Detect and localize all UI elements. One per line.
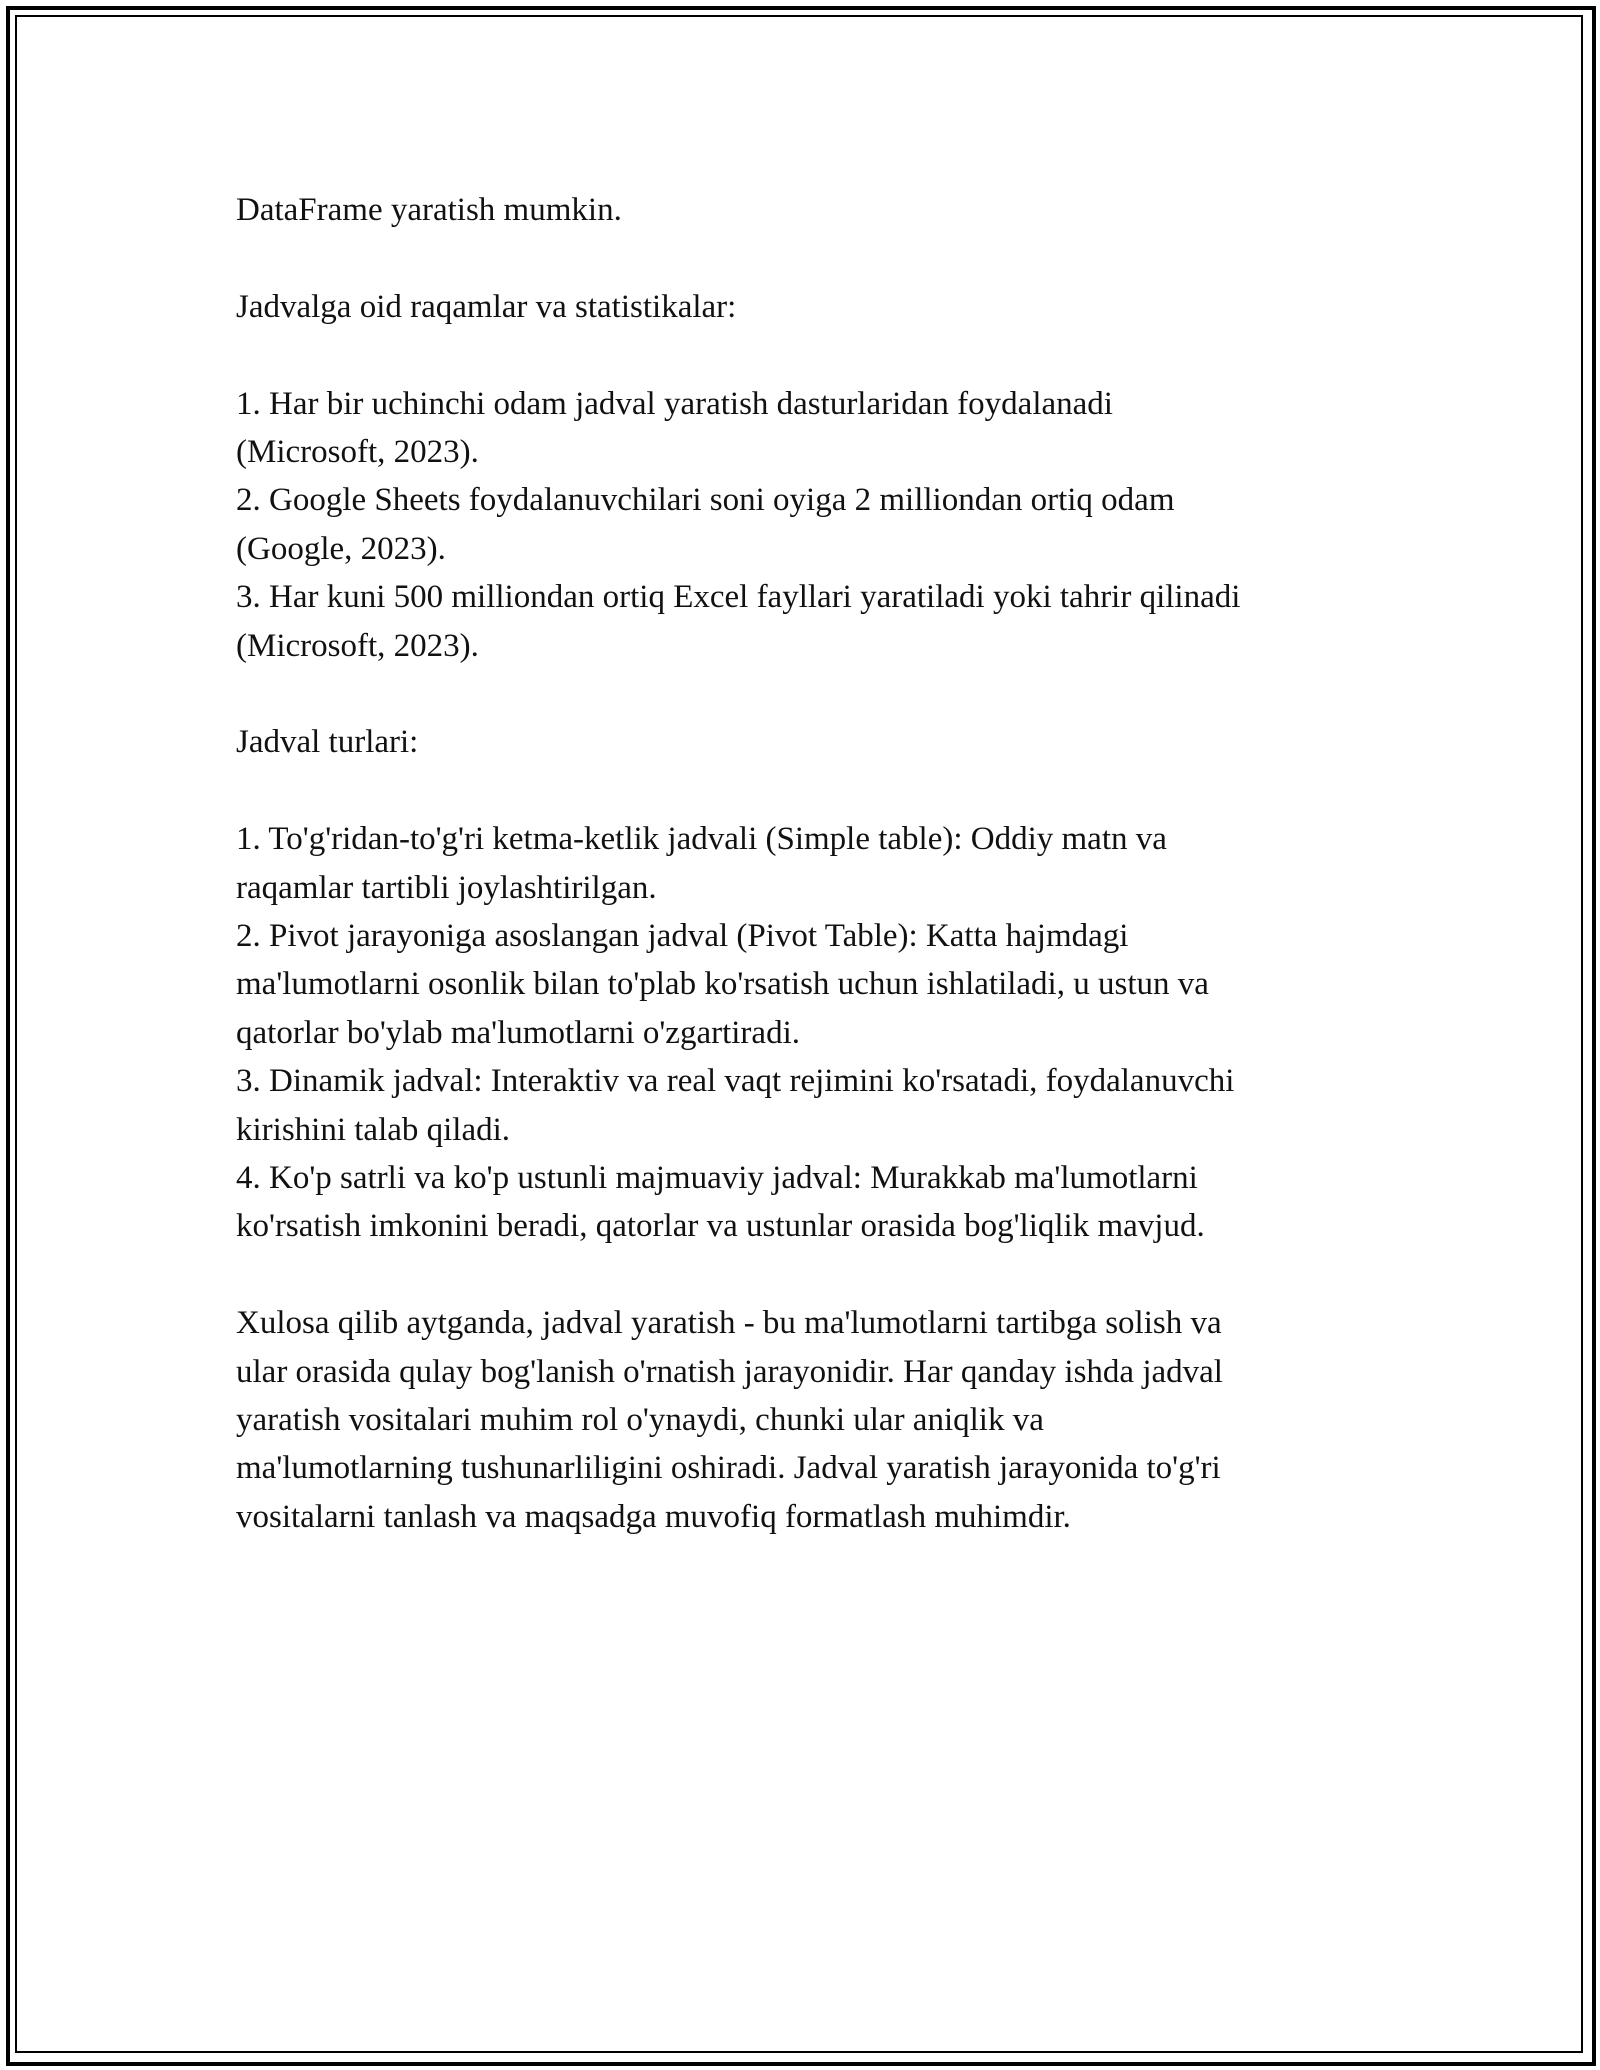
intro-paragraph xyxy=(236,186,1376,234)
stats-heading xyxy=(236,283,1376,331)
paragraph-gap xyxy=(236,670,1376,718)
types-item-line: 4. Ko'p satrli va ko'p ustunli majmuaviy jadval: Murakkab ma'lumotlarni xyxy=(236,1160,1198,1197)
paragraph-gap xyxy=(236,1251,1376,1299)
types-list xyxy=(236,815,1376,1251)
conclusion-paragraph xyxy=(236,1299,1376,1541)
intro-line: DataFrame yaratish mumkin. xyxy=(236,192,622,228)
types-item-line: kirishini talab qiladi. xyxy=(236,1111,511,1148)
conclusion-line: Xulosa qilib aytganda, jadval yaratish - bu ma'lumotlarni tartibga solish va xyxy=(236,1305,1222,1342)
document-body xyxy=(236,186,1376,1541)
conclusion-line: ma'lumotlarning tushunarliligini oshiradi. Jadval yaratish jarayonida to'g'ri xyxy=(236,1450,1221,1487)
types-item-line: ko'rsatish imkonini beradi, qatorlar va ustunlar orasida bog'liqlik mavjud. xyxy=(236,1208,1205,1245)
types-item-4 xyxy=(236,1154,1376,1251)
stats-item-line: (Microsoft, 2023). xyxy=(236,434,479,470)
stats-item-line: 1. Har bir uchinchi odam jadval yaratish dasturlaridan foydalanadi xyxy=(236,385,1113,422)
stats-item-1 xyxy=(236,380,1376,477)
types-heading xyxy=(236,718,1376,766)
stats-item-line: (Google, 2023). xyxy=(236,530,446,567)
stats-item-line: 2. Google Sheets foydalanuvchilari soni oyiga 2 milliondan ortiq odam xyxy=(236,482,1175,519)
types-heading-line: Jadval turlari: xyxy=(236,724,419,761)
paragraph-gap xyxy=(236,234,1376,282)
stats-item-line: 3. Har kuni 500 milliondan ortiq Excel fayllari yaratiladi yoki tahrir qilinadi xyxy=(236,579,1241,616)
types-item-line: ma'lumotlarni osonlik bilan to'plab ko'rsatish uchun ishlatiladi, u ustun va xyxy=(236,966,1209,1003)
types-item-line: 3. Dinamik jadval: Interaktiv va real vaqt rejimini ko'rsatadi, foydalanuvchi xyxy=(236,1063,1235,1100)
types-item-line: qatorlar bo'ylab ma'lumotlarni o'zgartiradi. xyxy=(236,1014,800,1051)
types-item-1 xyxy=(236,815,1376,912)
conclusion-line: vositalarni tanlash va maqsadga muvofiq formatlash muhimdir. xyxy=(236,1498,1071,1535)
stats-list xyxy=(236,380,1376,670)
stats-item-line: (Microsoft, 2023). xyxy=(236,627,479,664)
types-item-line: 2. Pivot jarayoniga asoslangan jadval (Pivot Table): Katta hajmdagi xyxy=(236,918,1129,955)
conclusion-line: yaratish vositalari muhim rol o'ynaydi, chunki ular aniqlik va xyxy=(236,1402,1044,1439)
types-item-line: raqamlar tartibli joylashtirilgan. xyxy=(236,869,657,906)
stats-item-3 xyxy=(236,573,1376,670)
types-item-3 xyxy=(236,1057,1376,1154)
conclusion-line: ular orasida qulay bog'lanish o'rnatish jarayonidir. Har qanday ishda jadval xyxy=(236,1353,1223,1390)
types-item-2 xyxy=(236,912,1376,1057)
stats-heading-line: Jadvalga oid raqamlar va statistikalar: xyxy=(236,288,737,325)
types-item-line: 1. To'g'ridan-to'g'ri ketma-ketlik jadvali (Simple table): Oddiy matn va xyxy=(236,821,1167,858)
paragraph-gap xyxy=(236,767,1376,815)
paragraph-gap xyxy=(236,331,1376,379)
stats-item-2 xyxy=(236,476,1376,573)
